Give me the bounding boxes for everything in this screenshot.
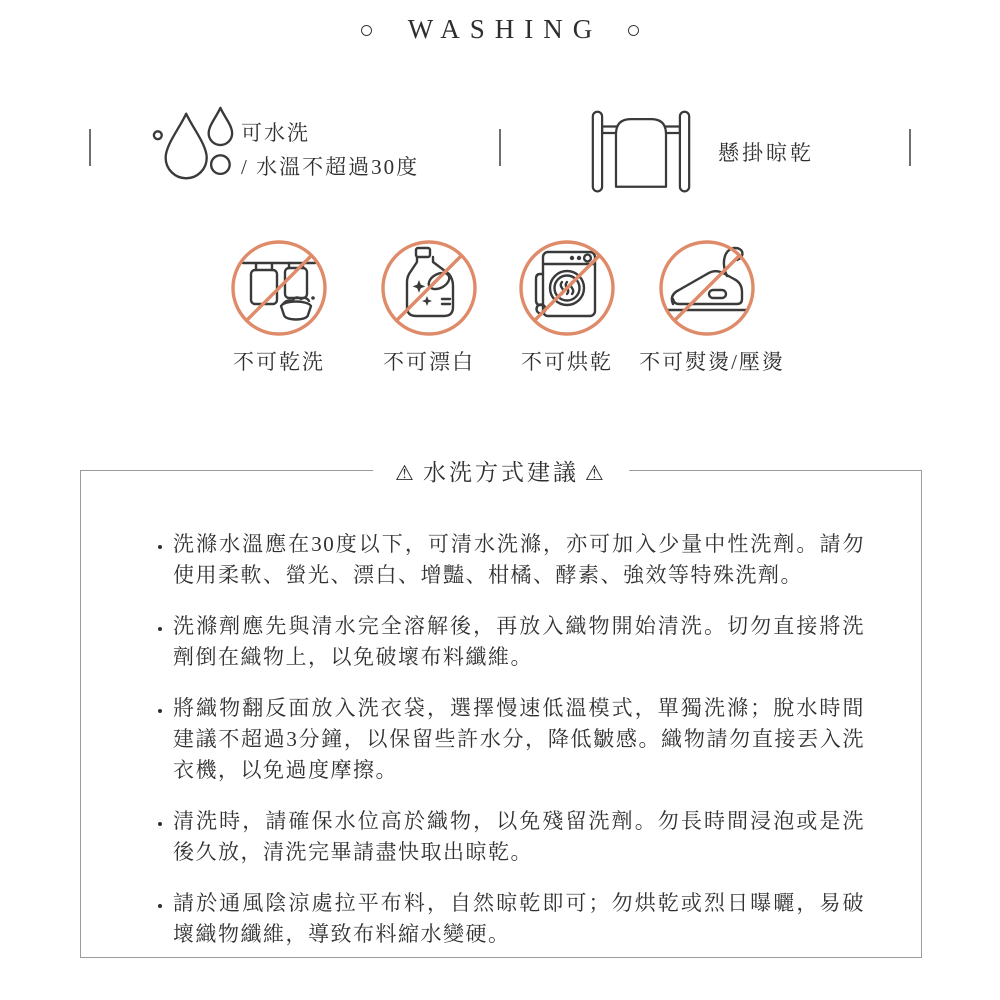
towel-rack-icon (582, 108, 700, 201)
no-dry-clean-icon (229, 238, 329, 338)
no-bleach-icon (379, 238, 479, 338)
no-tumble-dry-icon (517, 238, 617, 338)
no-iron-icon (657, 238, 757, 338)
advice-item: • 將織物翻反面放入洗衣袋，選擇慢速低溫模式，單獨洗滌；脫水時間建議不超過3分鐘，以保留些許水分，降低皺感。織物請勿直接丟入洗衣機，以免過度摩擦。 (173, 693, 865, 786)
divider-middle (499, 129, 501, 166)
advice-box (80, 460, 922, 958)
advice-item: • 洗滌水溫應在30度以下，可清水洗滌，亦可加入少量中性洗劑。請勿使用柔軟、螢光、漂白、增豔、柑橘、酵素、強效等特殊洗劑。 (173, 529, 865, 591)
ring-icon (361, 25, 372, 36)
washable-label-line1: 可水洗 (241, 121, 310, 145)
washable-label (241, 116, 419, 184)
divider-left (89, 129, 91, 166)
advice-item: • 請於通風陰涼處拉平布料，自然晾乾即可；勿烘乾或烈日曝曬，易破壞織物纖維，導致布料縮水變硬。 (173, 888, 865, 950)
advice-item: • 清洗時，請確保水位高於織物，以免殘留洗劑。勿長時間浸泡或是洗後久放，清洗完畢請盡快取出晾乾。 (173, 806, 865, 868)
washable-label-line2: / 水溫不超過30度 (241, 155, 420, 179)
advice-box-heading (373, 454, 629, 487)
ring-icon (628, 25, 639, 36)
water-drops-icon (150, 102, 238, 195)
advice-item: • 洗滌劑應先與清水完全溶解後，再放入織物開始清洗。切勿直接將洗劑倒在織物上，以免破壞布料纖維。 (173, 611, 865, 673)
no-iron-label: 不可熨燙/壓燙 (639, 350, 785, 374)
no-bleach-label: 不可漂白 (383, 350, 475, 374)
no-dry-clean-label: 不可乾洗 (233, 350, 325, 374)
warning-icon: ⚠ (585, 461, 607, 485)
page-title: WASHING (407, 14, 603, 44)
advice-list (147, 529, 865, 950)
hang-dry-label: 懸掛晾乾 (718, 141, 814, 165)
page-header (0, 14, 1000, 45)
advice-heading-text: 水洗方式建議 (423, 460, 579, 485)
warning-icon: ⚠ (395, 461, 417, 485)
divider-right (909, 129, 911, 166)
no-tumble-dry-label: 不可烘乾 (521, 350, 613, 374)
